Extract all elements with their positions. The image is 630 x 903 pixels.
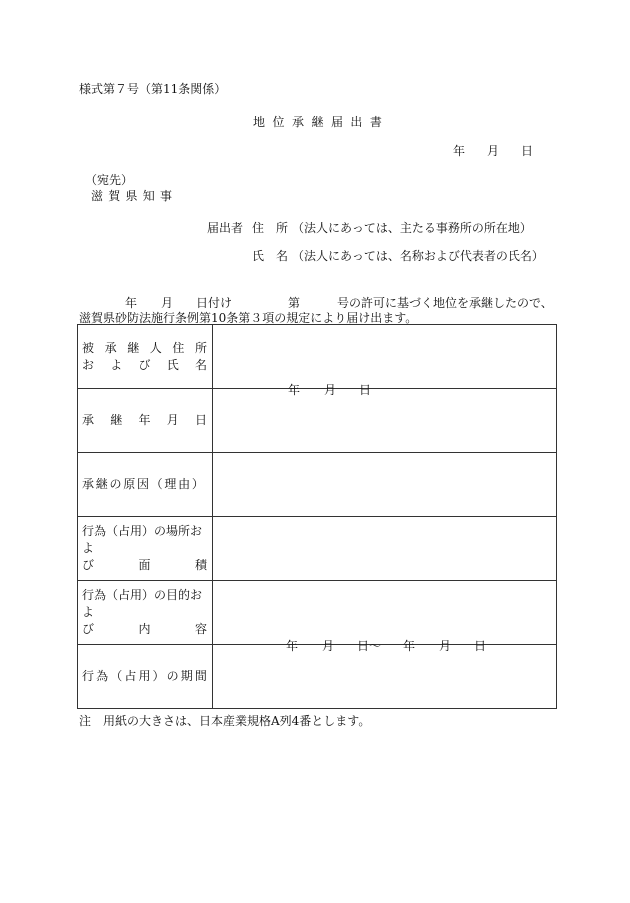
succession-reason-field[interactable] xyxy=(213,453,557,517)
label-succession-reason: 承 継 の 原 因 （ 理 由 ） xyxy=(78,453,213,517)
table-row xyxy=(78,325,557,389)
paper-size-note: 注 用紙の大きさは、日本産業規格A列4番とします。 xyxy=(79,714,371,728)
form-number: 様式第７号（第11条関係） xyxy=(79,82,227,96)
succession-date-field[interactable]: 年 月 日 xyxy=(213,389,557,453)
addressee-governor: 滋 賀 県 知 事 xyxy=(91,189,172,203)
notification-table xyxy=(77,324,557,709)
table-row xyxy=(78,581,557,645)
addressee-label: （宛先） xyxy=(85,173,134,187)
use-period-field[interactable]: 年 月 日〜 年 月 日 xyxy=(213,645,557,709)
label-use-period: 行 為 （ 占 用 ） の 期 間 xyxy=(78,645,213,709)
table-row xyxy=(78,517,557,581)
use-purpose-content-field[interactable] xyxy=(213,581,557,645)
use-location-area-field[interactable] xyxy=(213,517,557,581)
table-row xyxy=(78,453,557,517)
label-use-purpose-content: 行為（占用）の目的およ び 内 容 xyxy=(78,581,213,645)
label-succession-date: 承 継 年 月 日 xyxy=(78,389,213,453)
document-title: 地 位 承 継 届 出 書 xyxy=(253,115,382,129)
table-row xyxy=(78,645,557,709)
heir-address-name-field[interactable] xyxy=(213,325,557,389)
table-row xyxy=(78,389,557,453)
label-heir-address-name: 被 承 継 人 住 所 お よ び 氏 名 xyxy=(78,325,213,389)
label-use-location-area: 行為（占用）の場所およ び 面 積 xyxy=(78,517,213,581)
